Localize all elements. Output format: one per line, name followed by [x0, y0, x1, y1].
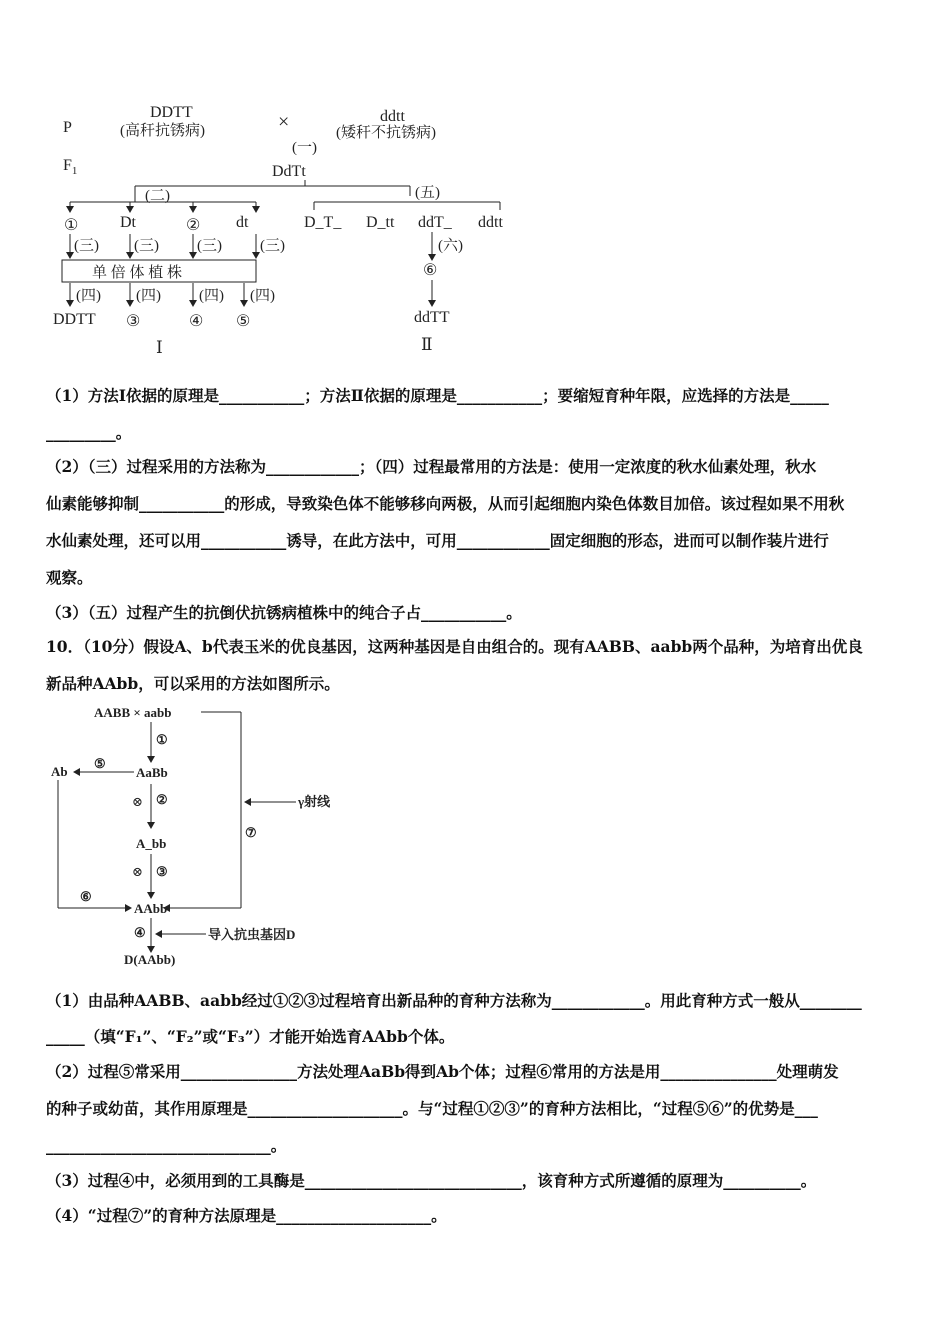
step4-label-4: (四) — [250, 288, 275, 304]
q10-part4: （4）“过程⑦”的育种方法原理是____________________。 — [46, 1206, 447, 1225]
q10-part3: （3）过程④中，必须用到的工具酶是____________________________，该育种方式所遵循的原理为__________。 — [46, 1171, 817, 1190]
right-item-2: D_tt — [366, 214, 395, 231]
left-result-3: ④ — [189, 313, 204, 330]
breeding-diagram-1 — [50, 100, 530, 360]
q9-part1: （1）方法Ⅰ依据的原理是___________；方法Ⅱ依据的原理是___________；要缩短育种年限，应选择的方法是_____ — [46, 386, 829, 405]
method2-label: Ⅱ — [421, 335, 433, 354]
d2-step3: ③ — [156, 864, 168, 879]
cross-symbol: × — [278, 111, 290, 133]
step3-label-3: (三) — [197, 238, 222, 254]
left-result-2: ③ — [126, 313, 141, 330]
d2-step6: ⑥ — [80, 889, 92, 904]
right-item-1: D_T_ — [304, 214, 342, 231]
step6-label: (六) — [438, 238, 463, 254]
step5-label: (五) — [415, 185, 440, 201]
d2-step7: ⑦ — [245, 825, 257, 840]
q9-part2-line3: 水仙素处理，还可以用___________诱导，在此方法中，可用____________固定细胞的形态，进而可以制作装片进行 — [46, 531, 829, 550]
q10-part2-line2: 的种子或幼苗，其作用原理是____________________。与“过程①②③”的育种方法相比，“过程⑤⑥”的优势是___ — [46, 1099, 818, 1118]
d2-ab: Ab — [51, 764, 68, 779]
right-item-3: ddT_ — [418, 214, 452, 231]
d2-aabb-mid: AaBb — [136, 765, 168, 780]
left-item-3: ② — [186, 217, 201, 234]
d2-gamma: γ射线 — [298, 794, 331, 809]
breeding-diagram-1-svg — [50, 100, 530, 360]
right-mid: ⑥ — [423, 262, 438, 279]
step4-label-3: (四) — [199, 288, 224, 304]
method1-label: Ⅰ — [156, 338, 163, 357]
q9-part2-line4: 观察。 — [46, 568, 93, 587]
breeding-diagram-2-svg — [46, 700, 346, 970]
q9-part2-line2: 仙素能够抑制___________的形成，导致染色体不能够移向两极，从而引起细胞内染色体数目加倍。该过程如果不用秋 — [46, 494, 845, 513]
d2-self-1: ⊗ — [132, 794, 143, 809]
d2-result: D(AAbb) — [124, 952, 176, 967]
left-item-4: dt — [236, 214, 249, 231]
d2-top: AABB × aabb — [94, 705, 172, 720]
d2-step4: ④ — [134, 925, 146, 940]
d2-step1: ① — [156, 732, 168, 747]
parent1-desc: (高秆抗锈病) — [120, 123, 205, 139]
q9-part2-line1: （2）（三）过程采用的方法称为____________；（四）过程最常用的方法是：使用一定浓度的秋水仙素处理，秋水 — [46, 457, 817, 476]
q10-part1-line1: （1）由品种AABB、aabb经过①②③过程培育出新品种的育种方法称为____________。用此育种方式一般从________ — [46, 991, 862, 1010]
p-label: P — [63, 119, 72, 136]
step3-label-2: (三) — [134, 238, 159, 254]
breeding-diagram-2 — [46, 700, 346, 970]
q9-part3: （3）（五）过程产生的抗倒伏抗锈病植株中的纯合子占___________。 — [46, 603, 522, 622]
step1-label: (一) — [292, 140, 317, 156]
f1-label: $F_1$ — [63, 157, 78, 177]
q10-part1-line2: _____（填“F₁”、“F₂”或“F₃”）才能开始选育AAbb个体。 — [46, 1027, 455, 1046]
d2-aabb-final: AAbb — [134, 901, 168, 916]
d2-import-gene: 导入抗虫基因D — [208, 927, 296, 942]
d2-step2: ② — [156, 792, 168, 807]
left-result-1: DDTT — [53, 311, 96, 328]
left-item-1: ① — [64, 217, 79, 234]
step3-label-4: (三) — [260, 238, 285, 254]
step3-label-1: (三) — [74, 238, 99, 254]
haploid-box-label: 单 倍 体 植 株 — [92, 265, 183, 281]
parent2-desc: (矮秆不抗锈病) — [336, 125, 436, 141]
q9-part1-cont: _________。 — [46, 423, 132, 442]
step4-label-1: (四) — [76, 288, 101, 304]
q10-intro-line1: 10．（10分）假设A、b代表玉米的优良基因，这两种基因是自由组合的。现有AABB、aabb两个品种，为培育出优良 — [46, 637, 863, 656]
d2-a-bb: A_bb — [136, 836, 167, 851]
d2-self-2: ⊗ — [132, 864, 143, 879]
q10-intro-line2: 新品种AAbb，可以采用的方法如图所示。 — [46, 674, 340, 693]
left-item-2: Dt — [120, 214, 136, 231]
parent1-genotype: DDTT — [150, 104, 193, 121]
right-item-4: ddtt — [478, 214, 503, 231]
step2-label: (二) — [145, 188, 170, 204]
q10-part2-line3: _____________________________。 — [46, 1136, 287, 1155]
parent2-genotype: ddtt — [380, 108, 405, 125]
d2-step5: ⑤ — [94, 756, 106, 771]
right-result: ddTT — [414, 309, 450, 326]
f1-genotype: DdTt — [272, 163, 306, 180]
step4-label-2: (四) — [136, 288, 161, 304]
q10-part2-line1: （2）过程⑤常采用_______________方法处理AaBb得到Ab个体；过程⑥常用的方法是用_______________处理萌发 — [46, 1062, 839, 1081]
left-result-4: ⑤ — [236, 313, 251, 330]
